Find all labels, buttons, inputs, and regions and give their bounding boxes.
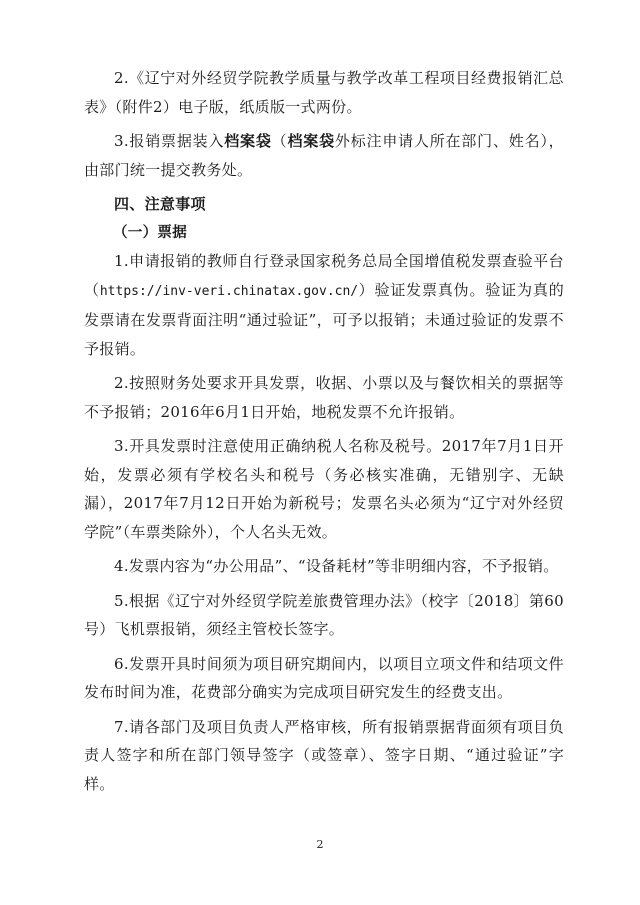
note-6-paragraph: 6.发票开具时间须为项目研究期间内，以项目立项文件和结项文件发布时间为准，花费部分确实为完成项目研究发生的经费支出。 <box>84 654 564 701</box>
page-number: 2 <box>316 838 324 851</box>
item-3-bold-archive-bag-1: 档案袋 <box>224 132 272 150</box>
item-3-text-3: 外标注申请人所在部门、姓名），由部门统一提交教务处。 <box>84 132 564 179</box>
note-4-paragraph: 4.发票内容为“办公用品”、“设备耗材”等非明细内容，不予报销。 <box>114 557 559 575</box>
note-2-paragraph: 2.按照财务处要求开具发票，收据、小票以及与餐饮相关的票据等不予报销；2016年6月1日开始，地税发票不允许报销。 <box>84 374 564 421</box>
note-3-paragraph: 3.开具发票时注意使用正确纳税人名称及税号。2017年7月1日开始，发票必须有学校名头和税号（务必核实准确，无错别字、无缺漏），2017年7月12日开始为新税号；发票名头必须为“辽宁对外经贸学院”（车票类除外），个人名头无效。 <box>84 437 564 541</box>
item-3-text-2: （ <box>271 132 288 150</box>
item-3-text-1: 3.报销票据装入 <box>114 132 225 150</box>
item-2-paragraph: 2.《辽宁对外经贸学院教学质量与教学改革工程项目经费报销汇总表》（附件2）电子版，纸质版一式两份。 <box>84 69 564 116</box>
note-1-text-after: ）验证发票真伪。验证为真的发票请在发票背面注明“通过验证”，可予以报销；未通过验证的发票不予报销。 <box>84 280 564 358</box>
note-1-text-before: 1.申请报销的教师自行登录国家税务总局全国增值税发票查验平台（ <box>84 252 564 299</box>
subsection-invoices-heading: （一）票据 <box>113 224 187 241</box>
section-4-heading: 四、注意事项 <box>114 195 206 213</box>
item-3-bold-archive-bag-2: 档案袋 <box>287 132 335 150</box>
item-3-paragraph <box>84 127 564 184</box>
verification-url: https://inv-veri.chinatax.gov.cn/ <box>99 283 359 299</box>
document-body <box>84 64 564 798</box>
note-7-paragraph: 7.请各部门及项目负责人严格审核，所有报销票据背面须有项目负责人签字和所在部门领导签字（或签章）、签字日期、“通过验证”字样。 <box>84 717 564 793</box>
note-5-paragraph: 5.根据《辽宁对外经贸学院差旅费管理办法》（校字〔2018〕第60号）飞机票报销，须经主管校长签字。 <box>84 591 564 638</box>
note-1-paragraph <box>84 247 564 363</box>
